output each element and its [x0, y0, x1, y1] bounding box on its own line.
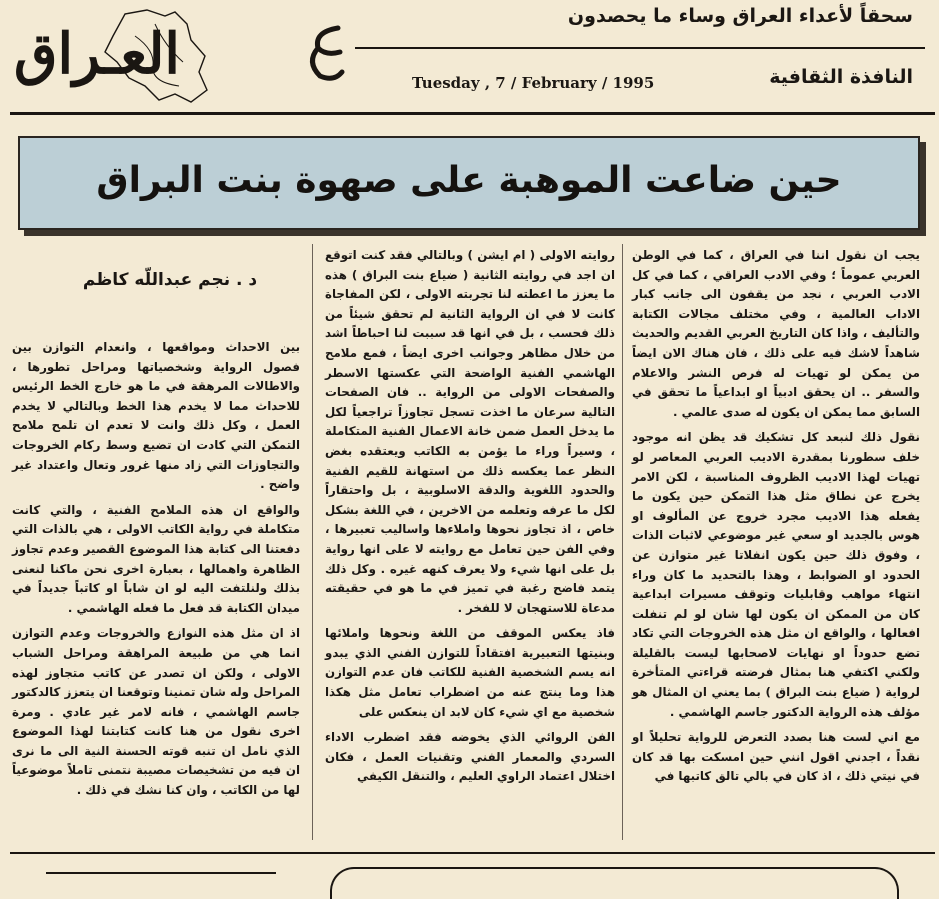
byline: د . نجم عبداللّه كاظم [82, 270, 258, 290]
page-number [300, 7, 350, 86]
column-divider [622, 244, 623, 840]
headline: حين ضاعت الموهبة على صهوة بنت البراق [96, 160, 842, 201]
masthead-rule [355, 47, 925, 49]
masthead-logo: العـراق [14, 21, 180, 87]
paragraph: الفن الروائي الذي يخوضه فقد اضطرب الاداء السردي والمعمار الفني وتقنيات العمل ، فكان اختلال اعتماد الراوي العليم ، والتنقل الكيفي [325, 730, 615, 784]
article-column-right [632, 246, 920, 793]
article-column-left [12, 338, 300, 807]
article-column-middle [325, 246, 615, 793]
footer-rule [10, 852, 935, 854]
headline-banner [18, 136, 920, 230]
paragraph: اذ ان مثل هذه النوازع والخروجات وعدم التوازن انما هي من طبيعة المراهقة ومراحل الشباب الاولى ، ولكن ان تصدر عن كاتب متجاوز لهذه المراحل وله شان تمنينا وتوقعنا ان يتعزز كالدكتور جاسم الهاشمي ، فانه لامر غير عادي . ومرة اخرى نقول من هنا كانت كتابتنا لهذا الموضوع الذي نامل ان تنبه قوته الحسنة النية الى ما نرى ان فيه من تشخيصات مصيبة نتمنى تاملاً موضوعياً لها من الكاتب ، وان كنا نشك في ذلك . [12, 626, 300, 798]
paragraph: يجب ان نقول اننا في العراق ، كما في الوطن العربي عموماً ؛ وفي الادب العراقي ، كما في كل الادب العربي ، نجد من يقفون الى جانب كبار الاداب العالمية ، وفي مختلف مجالات الكتابة والتأليف ، واذا كان التاريخ العربي القديم والحديث شاهداً لاشك فيه على ذلك ، فان هناك الان ايضاً من يمكن لو تهيات له فرص النشر والاعلام والسفر .. ان يحقق ادبياً او ابداعياً ما تحقق في السابق مما يمكن ان يكون له صدى عالمي . [632, 248, 920, 419]
column-divider [312, 244, 313, 840]
footer-box-left [46, 872, 276, 894]
footer-box [330, 867, 899, 899]
svg-text:4: 4 [300, 7, 311, 26]
paragraph: فاذ يعكس الموقف من اللغة ونحوها واملائها وبنيتها التعبيرية افتقاداً للتوازن الفني الذي يبدو انه يسم الشخصية الفنية للكاتب فان عدم التوازن هذا وما ينتج عنه من اضطراب تعامل مثل هكذا شخصية مع اي شيء كان لابد ان ينعكس على [325, 626, 615, 719]
paragraph: بين الاحداث ومواقعها ، وانعدام التوازن بين فصول الرواية وشخصياتها ومراحل تطورها ، والاطالات المرهقة في ما هو خارج الخط الرئيس للاحداث مما لا يخدم هذا الخط وبالتالي لا يخدم العمل ، وكل ذلك وانت لا تعدم ان تلمح ملامح التمكن التي كادت ان تضيع وسط ركام الخروجات والتجاوزات التي زاد منها غرور وتعال واعتداد غير واضح . [12, 340, 300, 492]
paragraph: مع اني لست هنا بصدد التعرض للرواية تحليلاً او نقداً ، اجدني اقول انني حين امسكت بها قد كان في نيتي ذلك ، اذ كان في بالي تالق كاتبها في [632, 730, 920, 784]
masthead [0, 0, 939, 118]
issue-date: Tuesday , 7 / February / 1995 [412, 74, 655, 92]
masthead-bottom-rule [10, 112, 935, 115]
paragraph: والواقع ان هذه الملامح الفنية ، والتي كانت متكاملة في رواية الكاتب الاولى ، هي بالذات التي دفعتنا الى كتابة هذا الموضوع القصير وعدم تجاوز الظاهرة واهمالها ، بعبارة اخرى نحن ماكنا لنعنى بذلك ولنلتفت اليه لو ان شاباً او كاتباً جديداً في ميدان الكتابة قد فعل ما فعله الهاشمي . [12, 502, 300, 615]
paragraph: روايته الاولى ( ام ايشن ) وبالتالي فقد كنت اتوقع ان اجد في روايته الثانية ( ضياع بنت البراق ) هذه ما يعزز ما اعطته لنا تجربته الاولى ، لكن المفاجاة كانت لا في ان الرواية الثانية لم تحقق شيئاً من ذلك فحسب ، بل في انها قد سببت لنا احباطاً اشد من خلال مظاهر وجوانب اخرى ايضاً ، فمع ملامح الهاشمي الفنية الواضحة التي عكستها الاسطر والصفحات الاولى من الرواية .. فان الصفحات التالية سرعان ما اخذت تسجل تجاوزاً تراجعياً لكل ما يدخل العمل ضمن خانة الاعمال الفنية المتكاملة ، وسيراً وراء ما يؤمن به الكاتب ويعتقده بغض النظر عما يعكسه ذلك من استهانة للقيم الفنية والحدود اللغوية والدقة الاسلوبية ، بل واحتقاراً لكل ما عرفه وتعلمه من الاخرين ، في اللغة بشكل خاص ، اذ تجاوز نحوها واملاءها واساليب تعبيرها ، وفي الفن حين تعامل مع روايته لا على انها رواية بل على انها شيء ولا يعرف كنهه غيره . وكل ذلك يتمد فاضح رغبة في تميز في ما هو في حقيقته مدعاة للاستهجان لا للفخر . [325, 248, 615, 615]
section-name: النافذة الثقافية [769, 66, 913, 88]
masthead-slogan: سحقاً لأعداء العراق وساء ما يحصدون [567, 5, 913, 27]
paragraph: نقول ذلك لنبعد كل تشكيك قد يظن انه موجود خلف سطورنا بمقدرة الاديب العربي المعاصر لو تهيات لهذا الاديب الظروف المناسبة ، لكن الامر يخرج عن نطاق مثل هذا التمكن حين يكون ما يفعله هذا الاديب مجرد خروج عن المألوف او هوس بالجديد او سعي غير موضوعي لاثبات الذات ، وفوق ذلك حين يكون انفلاتا غير متوازن عن الحدود او الضوابط ، وهذا بالتحديد ما كان وراء انتهاء مواهب وقابليات وتوقف مسيرات ابداعية كان من الممكن ان يكون لها شان لو لم تنفلت افعالها ، والواقع ان مثل هذه الخروجات التي تكاد تضع حدوداً او نهايات لاصحابها ليست بالقليلة ولكني اكتفي هنا بمثال فرضته قراءتي المتأخرة لرواية ( ضياع بنت البراق ) بما يعني ان المثال هو مؤلف هذه الرواية الدكتور جاسم الهاشمي . [632, 430, 920, 719]
